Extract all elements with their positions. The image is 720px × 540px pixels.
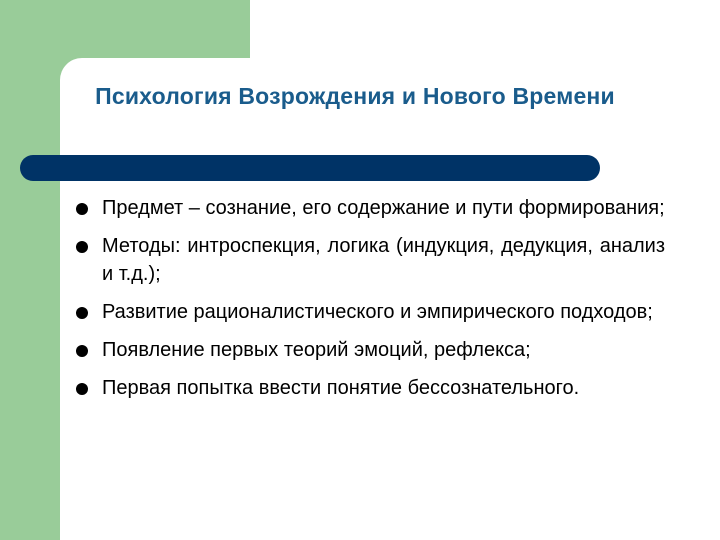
bullet-dot-icon <box>76 241 88 253</box>
bullet-item <box>75 232 665 288</box>
bullet-text: Появление первых теорий эмоций, рефлекса; <box>102 339 531 361</box>
bullet-dot-icon <box>76 383 88 395</box>
bullet-list <box>75 194 665 412</box>
bullet-dot-icon <box>76 345 88 357</box>
slide-title: Психология Возрождения и Нового Времени <box>95 83 615 109</box>
bullet-item <box>75 336 665 364</box>
title-divider-bar <box>20 155 600 181</box>
bullet-text: Методы: интроспекция, логика (индукция, дедукция, анализ и т.д.); <box>102 235 665 285</box>
bullet-text: Первая попытка ввести понятие бессознательного. <box>102 377 580 399</box>
bullet-text: Предмет – сознание, его содержание и пути формирования; <box>102 197 665 219</box>
bullet-text: Развитие рационалистического и эмпирического подходов; <box>102 301 653 323</box>
bullet-dot-icon <box>76 307 88 319</box>
bullet-item <box>75 194 665 222</box>
bullet-dot-icon <box>76 203 88 215</box>
bullet-item <box>75 298 665 326</box>
bullet-item <box>75 374 665 402</box>
